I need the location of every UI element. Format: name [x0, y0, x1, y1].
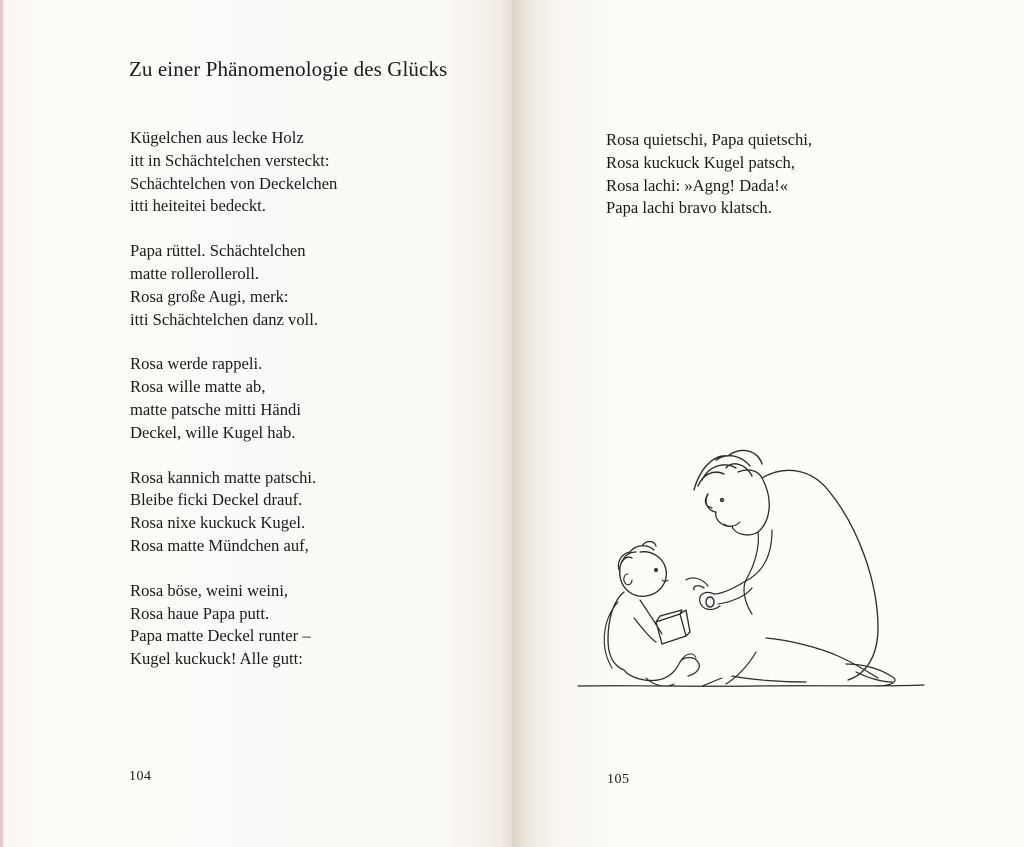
poem-line: Papa matte Deckel runter – [130, 626, 311, 646]
page-number-right: 105 [607, 772, 630, 787]
poem-line: Rosa nixe kuckuck Kugel. [130, 513, 306, 533]
poem-line: matte patsche mitti Händi [130, 399, 301, 419]
page-number-left: 104 [129, 769, 152, 784]
father-arm [714, 530, 772, 594]
poem-line: matte rollerolleroll. [130, 263, 260, 283]
father-hand-ground [702, 678, 722, 686]
wooden-ball [706, 597, 714, 607]
poem-line: Rosa kannich matte patschi. [130, 467, 317, 487]
father-and-child-sketch [576, 442, 926, 692]
child-hair [618, 542, 656, 573]
father-head [706, 470, 769, 535]
poem-line: itti heiteitei bedeckt. [130, 196, 266, 216]
illustration [576, 442, 926, 692]
poem-line: Rosa lachi: »Agng! Dada!« [606, 175, 789, 195]
poem-line: Rosa werde rappeli. [130, 354, 263, 374]
poem-line: Papa lachi bravo klatsch. [606, 198, 772, 218]
right-page [512, 0, 1024, 847]
father-foot [846, 664, 895, 686]
father-forearm [718, 588, 752, 604]
father-hand-top [686, 578, 708, 586]
stanza-1 [130, 127, 490, 218]
stanza-5 [130, 580, 490, 671]
poem-body-left [130, 127, 490, 693]
stanza-3 [130, 353, 490, 444]
poem-line: Papa rüttel. Schächtelchen [130, 241, 306, 261]
poem-line: Rosa große Augi, merk: [130, 286, 289, 306]
poem-line: Rosa quietschi, Papa quietschi, [606, 130, 813, 149]
poem-line: Kügelchen aus lecke Holz [130, 128, 304, 147]
poem-line: Schächtelchen von Deckelchen [130, 173, 338, 193]
ground-line [578, 685, 924, 686]
poem-title: Zu einer Phänomenologie des Glücks [129, 57, 448, 81]
wooden-box [656, 610, 690, 644]
poem-line: Rosa böse, weini weini, [130, 580, 289, 600]
poem-line: Rosa kuckuck Kugel patsch, [606, 152, 795, 172]
poem-line: Rosa wille matte ab, [130, 377, 266, 397]
father-back [762, 470, 878, 680]
page-edge [0, 0, 3, 847]
poem-line: Kugel kuckuck! Alle gutt: [130, 649, 303, 669]
stanza-2 [130, 240, 490, 331]
child-eye [655, 569, 657, 571]
poem-body-right [606, 129, 966, 242]
poem-line: Deckel, wille Kugel hab. [130, 422, 296, 442]
poem-line: Rosa matte Mündchen auf, [130, 535, 309, 555]
stanza-6 [606, 129, 966, 220]
father-eye [721, 499, 724, 502]
child-foot [646, 654, 696, 686]
poem-line: itt in Schächtelchen versteckt: [130, 150, 330, 170]
stanza-4 [130, 467, 490, 558]
poem-line: itti Schächtelchen danz voll. [130, 309, 319, 329]
poem-line: Bleibe ficki Deckel drauf. [130, 490, 303, 510]
father-knee [726, 652, 806, 684]
child-leg [658, 658, 699, 681]
child-ear [624, 574, 632, 585]
poem-line: Rosa haue Papa putt. [130, 603, 270, 623]
